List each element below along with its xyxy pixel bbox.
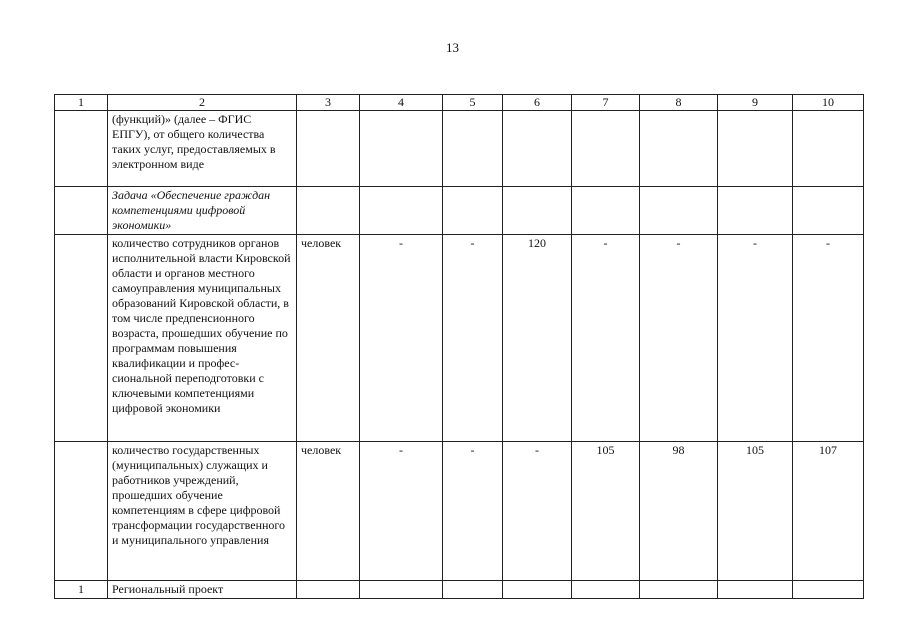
- unit-cell: [297, 111, 360, 187]
- value-cell: [793, 187, 864, 235]
- table-row: [55, 111, 864, 187]
- table-cell: [55, 442, 108, 581]
- value-cell: [443, 111, 503, 187]
- value-cell: 107: [793, 442, 864, 581]
- column-header: 2: [108, 95, 297, 111]
- value-cell: [572, 187, 640, 235]
- column-header: 9: [718, 95, 793, 111]
- indicators-table: [54, 94, 864, 599]
- table-cell: 1: [55, 581, 108, 599]
- value-cell: -: [793, 235, 864, 442]
- column-header: 3: [297, 95, 360, 111]
- value-cell: [503, 187, 572, 235]
- unit-cell: человек: [297, 442, 360, 581]
- value-cell: -: [718, 235, 793, 442]
- value-cell: 120: [503, 235, 572, 442]
- value-cell: [572, 581, 640, 599]
- table-cell: [55, 187, 108, 235]
- value-cell: [718, 187, 793, 235]
- value-cell: [793, 111, 864, 187]
- value-cell: [443, 187, 503, 235]
- unit-cell: [297, 187, 360, 235]
- value-cell: -: [503, 442, 572, 581]
- value-cell: [360, 581, 443, 599]
- value-cell: -: [443, 235, 503, 442]
- column-header: 6: [503, 95, 572, 111]
- column-header: 8: [640, 95, 718, 111]
- value-cell: [793, 581, 864, 599]
- value-cell: -: [360, 235, 443, 442]
- table-row: [55, 581, 864, 599]
- column-header: 7: [572, 95, 640, 111]
- table-row: [55, 235, 864, 442]
- table-cell: [55, 235, 108, 442]
- value-cell: 105: [572, 442, 640, 581]
- value-cell: [360, 111, 443, 187]
- value-cell: [503, 111, 572, 187]
- column-header: 10: [793, 95, 864, 111]
- table-cell: [55, 111, 108, 187]
- value-cell: [718, 581, 793, 599]
- value-cell: [640, 581, 718, 599]
- value-cell: [640, 111, 718, 187]
- table-row: [55, 442, 864, 581]
- column-header: 5: [443, 95, 503, 111]
- table-row: [55, 187, 864, 235]
- value-cell: 98: [640, 442, 718, 581]
- value-cell: [572, 111, 640, 187]
- value-cell: -: [640, 235, 718, 442]
- value-cell: [360, 187, 443, 235]
- indicator-name: (функций)» (далее – ФГИС ЕПГУ), от общего количества таких услуг, предоставляемых в электронном виде: [108, 111, 297, 187]
- value-cell: [640, 187, 718, 235]
- value-cell: -: [360, 442, 443, 581]
- value-cell: 105: [718, 442, 793, 581]
- value-cell: [443, 581, 503, 599]
- value-cell: [503, 581, 572, 599]
- value-cell: [718, 111, 793, 187]
- column-header: 4: [360, 95, 443, 111]
- page-number: 13: [446, 40, 459, 55]
- unit-cell: человек: [297, 235, 360, 442]
- unit-cell: [297, 581, 360, 599]
- task-heading: Задача «Обеспечение граждан компетенциями цифровой экономики»: [108, 187, 297, 235]
- indicator-name: количество государственных (муниципальных) служащих и работников учреждений, прошедших обучение компетенциям в сфере цифровой трансформации государственного и муниципального управления: [108, 442, 297, 581]
- indicator-name: количество сотрудников органов исполнительной власти Кировской области и органов местного самоуправления муниципальных образований Кировской области, в том числе предпенсионного возраста, прошедших обучение по программам повышения квалификации и профес-сиональной переподготовки с ключевыми компетенциями цифровой экономики: [108, 235, 297, 442]
- column-header: 1: [55, 95, 108, 111]
- value-cell: -: [572, 235, 640, 442]
- value-cell: -: [443, 442, 503, 581]
- table-header-row: [55, 95, 864, 111]
- indicator-name: Региональный проект: [108, 581, 297, 599]
